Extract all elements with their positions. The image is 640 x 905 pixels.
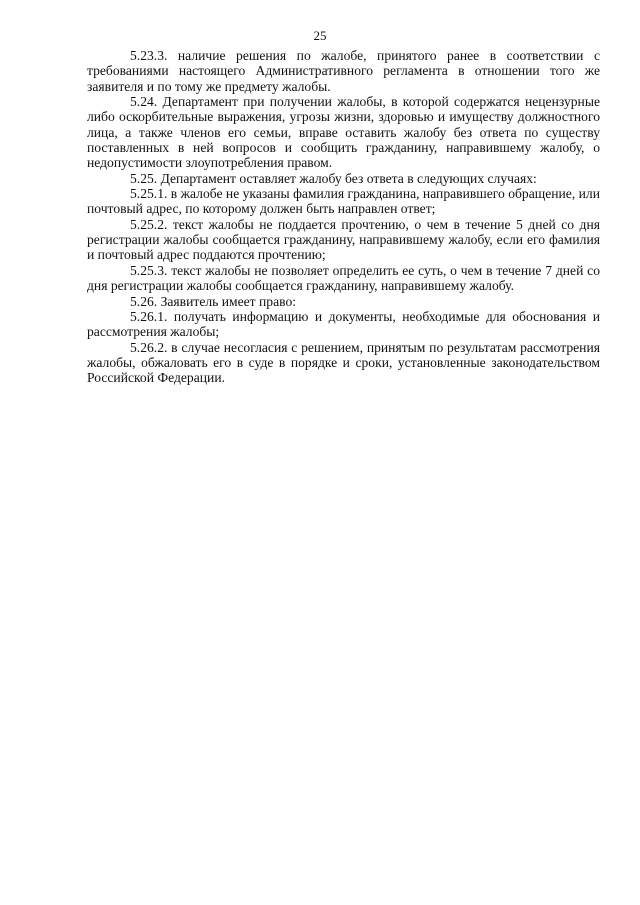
document-body (87, 48, 600, 386)
paragraph-5-25-2: 5.25.2. текст жалобы не поддается прочтению, о чем в течение 5 дней со дня регистрации жалобы сообщается гражданину, направившему жалобу, если его фамилия и почтовый адрес поддаются прочтению; (87, 216, 600, 263)
paragraph-5-25: 5.25. Департамент оставляет жалобу без ответа в следующих случаях: (130, 170, 537, 186)
paragraph-5-26: 5.26. Заявитель имеет право: (130, 293, 297, 309)
paragraph-5-24: 5.24. Департамент при получении жалобы, в которой содержатся нецензурные либо оскорбительные выражения, угрозы жизни, здоровью и имуществу должностного лица, а также членов его семьи, вправе оставить жалобу без ответа по существу поставленных в ней вопросов и сообщить гражданину, направившему жалобу, о недопустимости злоупотребления правом. (87, 94, 600, 171)
page-number: 25 (313, 28, 327, 43)
paragraph-5-26-1: 5.26.1. получать информацию и документы, необходимые для обоснования и рассмотрения жалобы; (87, 308, 600, 340)
paragraph-5-26-2: 5.26.2. в случае несогласия с решением, принятым по результатам рассмотрения жалобы, обжаловать его в суде в порядке и сроки, установленные законодательством Российской Федерации. (87, 339, 600, 386)
paragraph-5-25-3: 5.25.3. текст жалобы не позволяет определить ее суть, о чем в течение 7 дней со дня регистрации жалобы сообщается гражданину, направившему жалобу. (87, 262, 600, 294)
paragraph-5-23-3: 5.23.3. наличие решения по жалобе, принятого ранее в соответствии с требованиями настоящего Административного регламента в отношении того же заявителя и по тому же предмету жалобы. (87, 48, 600, 94)
paragraph-5-25-1: 5.25.1. в жалобе не указаны фамилия гражданина, направившего обращение, или почтовый адрес, по которому должен быть направлен ответ; (87, 186, 600, 217)
